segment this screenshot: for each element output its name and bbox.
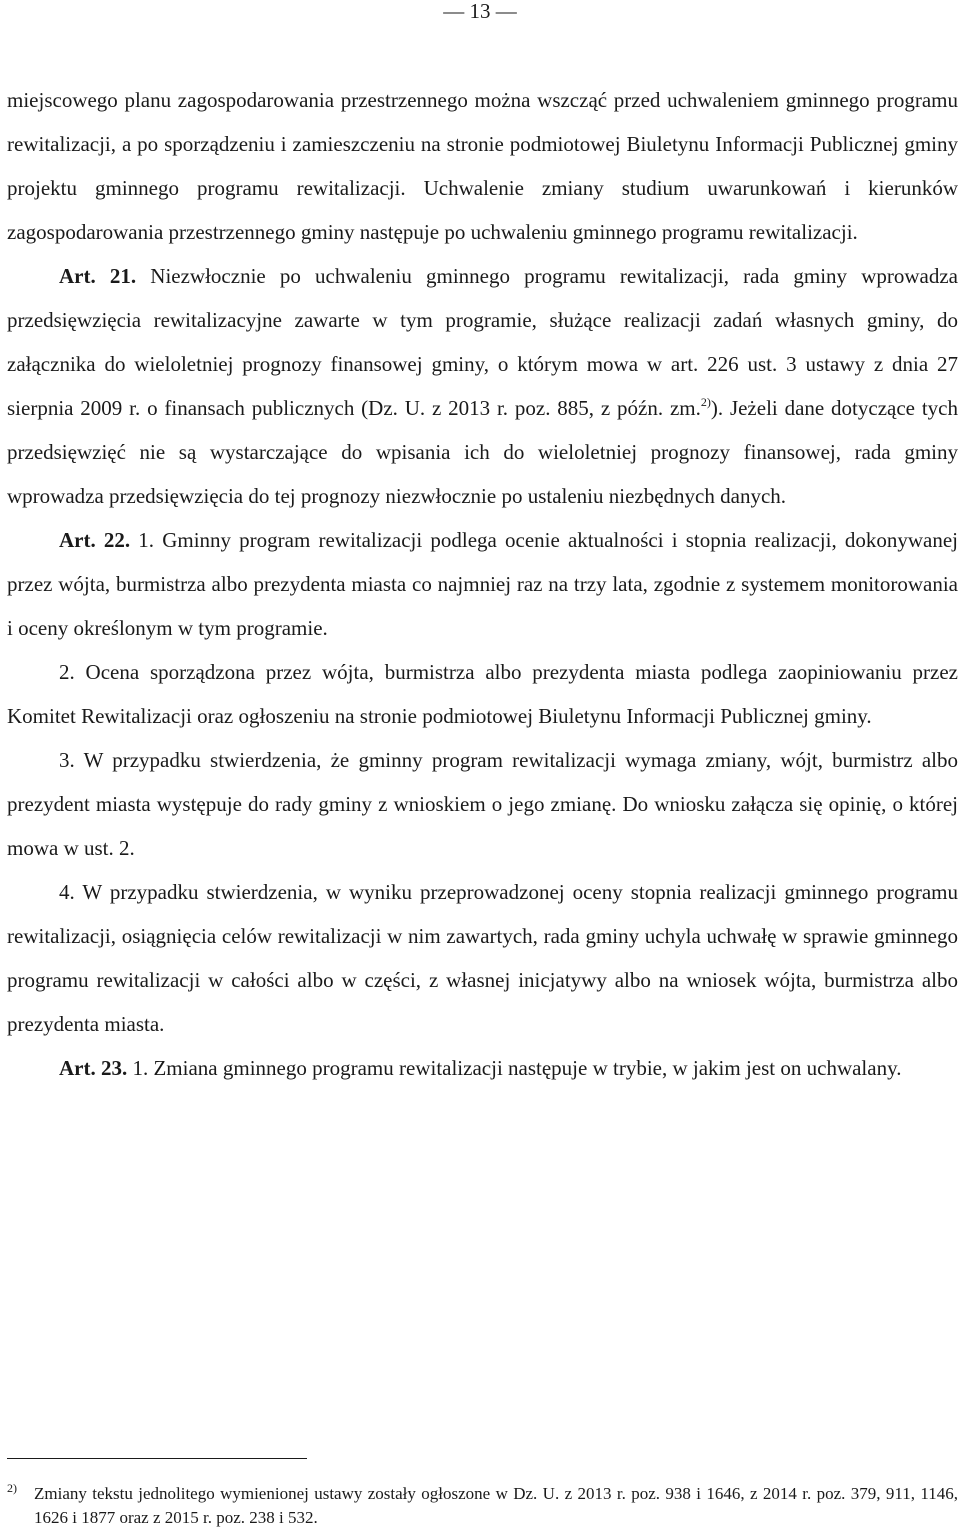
paragraph-continuation: miejscowego planu zagospodarowania przestrzennego można wszcząć przed uchwaleniem gminnego programu rewitalizacji, a po sporządzeniu i zamieszczeniu na stronie podmiotowej Biuletynu Informacji Publicznej gminy projektu gminnego programu rewitalizacji. Uchwalenie zmiany studium uwarunkowań i kierunków zagospodarowania przestrzennego gminy następuje po uchwaleniu gminnego programu rewitalizacji. — [7, 88, 958, 244]
page-number: — 13 — — [443, 0, 517, 23]
article-22-paragraph-3: 3. W przypadku stwierdzenia, że gminny program rewitalizacji wymaga zmiany, wójt, burmistrz albo prezydent miasta występuje do rady gminy z wnioskiem o jego zmianę. Do wniosku załącza się opinię, o której mowa w ust. 2. — [7, 748, 958, 860]
footnote — [7, 1482, 958, 1530]
article-21-text-b: ). Jeżeli dane dotyczące tych przedsięwzięć nie są wystarczające do wpisania ich do wieloletniej prognozy finansowej, rada gminy wprowadza przedsięwzięcia do tej prognozy niezwłocznie po ustaleniu niezbędnych danych. — [7, 396, 958, 508]
footnote-mark: 2) — [7, 1481, 17, 1495]
article-21-text-a: Niezwłocznie po uchwaleniu gminnego programu rewitalizacji, rada gminy wprowadza przedsięwzięcia rewitalizacyjne zawarte w tym programie, służące realizacji zadań własnych gminy, do załącznika do wieloletniej prognozy finansowej gminy, o którym mowa w art. 226 ust. 3 ustawy z dnia 27 sierpnia 2009 r. o finansach publicznych (Dz. U. z 2013 r. poz. 885, z późn. zm. — [7, 264, 958, 420]
article-23-text: 1. Zmiana gminnego programu rewitalizacji następuje w trybie, w jakim jest on uchwalany. — [127, 1056, 902, 1080]
document-body — [7, 78, 958, 1090]
article-23-label: Art. 23. — [59, 1056, 128, 1080]
article-22-text: 1. Gminny program rewitalizacji podlega ocenie aktualności i stopnia realizacji, dokonywanej przez wójta, burmistrza albo prezydenta miasta co najmniej raz na trzy lata, zgodnie z systemem monitorowania i oceny określonym w tym programie. — [7, 528, 959, 640]
article-22-paragraph-4: 4. W przypadku stwierdzenia, w wyniku przeprowadzonej oceny stopnia realizacji gminnego programu rewitalizacji, osiągnięcia celów rewitalizacji w nim zawartych, rada gminy uchyla uchwałę w sprawie gminnego programu rewitalizacji w całości albo w części, z własnej inicjatywy albo na wniosek wójta, burmistrza albo prezydenta miasta. — [7, 880, 958, 1036]
article-22-paragraph-2: 2. Ocena sporządzona przez wójta, burmistrza albo prezydenta miasta podlega zaopiniowaniu przez Komitet Rewitalizacji oraz ogłoszeniu na stronie podmiotowej Biuletynu Informacji Publicznej gminy. — [7, 660, 958, 728]
article-21 — [7, 254, 958, 518]
footnote-text: Zmiany tekstu jednolitego wymienionej ustawy zostały ogłoszone w Dz. U. z 2013 r. poz. 938 i 1646, z 2014 r. poz. 379, 911, 1146, 1626 i 1877 oraz z 2015 r. poz. 238 i 532. — [34, 1484, 958, 1527]
article-22-paragraph-1 — [7, 518, 958, 650]
article-21-label: Art. 21. — [59, 264, 137, 288]
footnote-separator — [7, 1458, 307, 1459]
article-23-paragraph-1 — [7, 1046, 958, 1090]
article-22-label: Art. 22. — [59, 528, 131, 552]
footnote-reference[interactable]: 2) — [700, 395, 711, 409]
